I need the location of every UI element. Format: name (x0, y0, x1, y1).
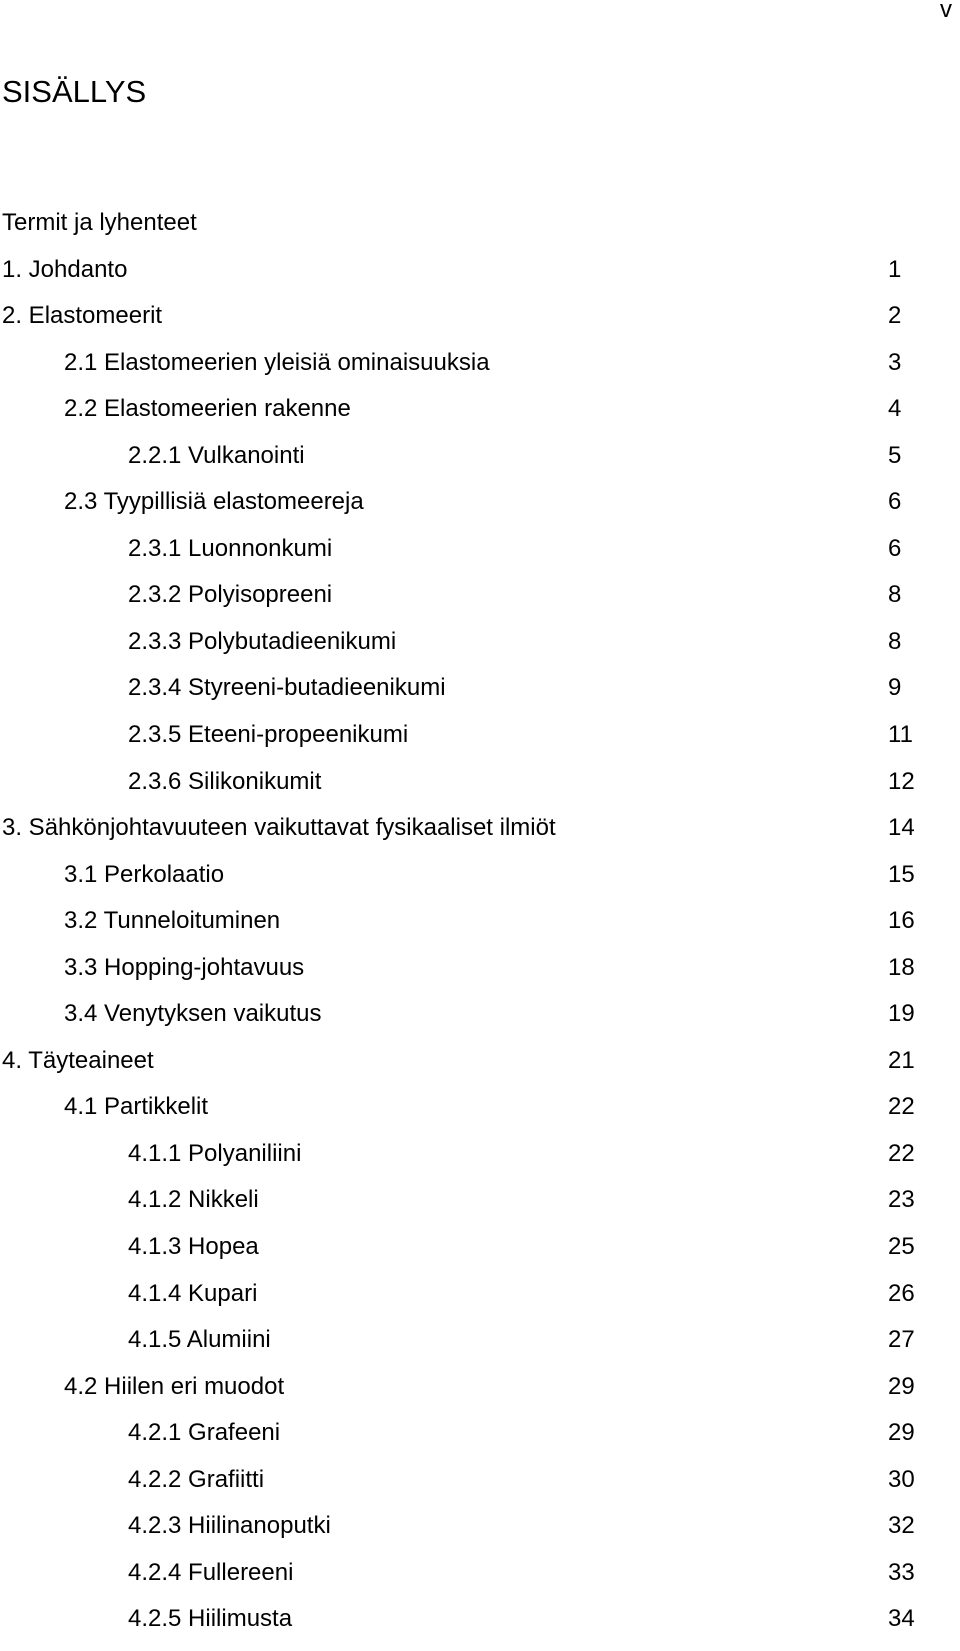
toc-entry-page-number: 21 (888, 1046, 915, 1074)
toc-entry[interactable] (2, 255, 926, 302)
toc-entry-title: 4.1.2 Nikkeli (128, 1186, 259, 1214)
toc-entry-page-number: 22 (888, 1139, 915, 1167)
toc-entry-title: 2.3.5 Eteeni-propeenikumi (128, 721, 409, 749)
toc-entry-title: 4.2.3 Hiilinanoputki (128, 1512, 331, 1540)
toc-entry-title: 3.1 Perkolaatio (64, 860, 225, 888)
toc-entry-title: 2.2.1 Vulkanointi (128, 441, 305, 469)
toc-entry-page-number: 34 (888, 1605, 915, 1633)
toc-entry[interactable] (2, 1372, 926, 1419)
toc-entry[interactable] (2, 1418, 926, 1465)
toc-entry-title: 2.3.4 Styreeni-butadieenikumi (128, 674, 446, 702)
toc-entry-title: 1. Johdanto (2, 255, 128, 283)
toc-entry-page-number: 14 (888, 814, 915, 842)
toc-entry-title: 2.1 Elastomeerien yleisiä ominaisuuksia (64, 348, 490, 376)
toc-entry-page-number: 12 (888, 767, 915, 795)
toc-entry[interactable] (2, 767, 926, 814)
toc-entry-page-number: 33 (888, 1558, 915, 1586)
toc-entry[interactable] (2, 953, 926, 1000)
toc-entry-page-number: 19 (888, 1000, 915, 1028)
toc-entry-page-number: 32 (888, 1512, 915, 1540)
toc-entry-title: 3. Sähkönjohtavuuteen vaikuttavat fysikaaliset ilmiöt (2, 814, 556, 842)
toc-entry-page-number: 25 (888, 1233, 915, 1261)
toc-entry[interactable] (2, 208, 926, 255)
toc-entry-title: 2.3.2 Polyisopreeni (128, 581, 333, 609)
toc-entry-title: 4.2 Hiilen eri muodot (64, 1372, 285, 1400)
toc-entry[interactable] (2, 1046, 926, 1093)
page-title: SISÄLLYS (2, 74, 147, 109)
toc-entry-page-number: 23 (888, 1186, 915, 1214)
toc-entry[interactable] (2, 720, 926, 767)
toc-entry[interactable] (2, 1185, 926, 1232)
toc-entry[interactable] (2, 394, 926, 441)
toc-entry-title: 2.3.3 Polybutadieenikumi (128, 627, 397, 655)
toc-entry-title: 3.3 Hopping-johtavuus (64, 953, 305, 981)
toc-entry-page-number: 6 (888, 488, 902, 516)
toc-entry[interactable] (2, 534, 926, 581)
toc-entry-title: 4.2.1 Grafeeni (128, 1419, 281, 1447)
toc-entry[interactable] (2, 1092, 926, 1139)
toc-entry-page-number: 8 (888, 581, 902, 609)
toc-entry-title: 4. Täyteaineet (2, 1046, 154, 1074)
toc-entry-title: 4.2.5 Hiilimusta (128, 1605, 293, 1633)
toc-entry[interactable] (2, 1604, 926, 1651)
toc-entry-title: 4.1 Partikkelit (64, 1093, 209, 1121)
toc-entry-page-number: 27 (888, 1326, 915, 1354)
toc-entry[interactable] (2, 860, 926, 907)
table-of-contents (2, 208, 926, 1651)
toc-entry[interactable] (2, 1511, 926, 1558)
toc-entry-page-number: 15 (888, 860, 915, 888)
toc-entry-page-number: 11 (888, 721, 913, 749)
toc-entry[interactable] (2, 580, 926, 627)
toc-entry-title: 2.2 Elastomeerien rakenne (64, 395, 351, 423)
toc-entry-title: 4.1.3 Hopea (128, 1233, 259, 1261)
toc-entry-page-number: 2 (888, 302, 902, 330)
toc-entry[interactable] (2, 1232, 926, 1279)
toc-entry[interactable] (2, 1465, 926, 1512)
toc-entry[interactable] (2, 348, 926, 395)
toc-entry-page-number: 29 (888, 1419, 915, 1447)
toc-entry-page-number: 16 (888, 907, 915, 935)
toc-entry[interactable] (2, 441, 926, 488)
toc-entry-title: 4.1.1 Polyaniliini (128, 1139, 302, 1167)
toc-entry[interactable] (2, 999, 926, 1046)
toc-entry[interactable] (2, 1279, 926, 1326)
toc-entry[interactable] (2, 1325, 926, 1372)
toc-entry-page-number: 26 (888, 1279, 915, 1307)
toc-entry-title: 2.3.6 Silikonikumit (128, 767, 322, 795)
toc-entry-title: 2.3 Tyypillisiä elastomeereja (64, 488, 364, 516)
toc-entry[interactable] (2, 906, 926, 953)
toc-entry-title: 4.2.2 Grafiitti (128, 1465, 265, 1493)
toc-entry-title: 2.3.1 Luonnonkumi (128, 534, 333, 562)
toc-entry[interactable] (2, 813, 926, 860)
toc-entry-title: 4.2.4 Fullereeni (128, 1558, 294, 1586)
toc-entry[interactable] (2, 673, 926, 720)
toc-entry-page-number: 1 (888, 255, 902, 283)
toc-entry-page-number: 5 (888, 441, 902, 469)
toc-entry[interactable] (2, 487, 926, 534)
toc-entry-title: 3.2 Tunneloituminen (64, 907, 281, 935)
toc-entry-page-number: 8 (888, 627, 902, 655)
toc-entry[interactable] (2, 301, 926, 348)
toc-entry[interactable] (2, 627, 926, 674)
toc-entry-page-number: 6 (888, 534, 902, 562)
toc-entry-title: 4.1.4 Kupari (128, 1279, 258, 1307)
toc-entry-page-number: 30 (888, 1465, 915, 1493)
toc-entry[interactable] (2, 1139, 926, 1186)
toc-entry-page-number: 29 (888, 1372, 915, 1400)
toc-entry-title: 3.4 Venytyksen vaikutus (64, 1000, 322, 1028)
toc-entry-page-number: 18 (888, 953, 915, 981)
toc-entry-title: 4.1.5 Alumiini (128, 1326, 271, 1354)
toc-entry-page-number: 4 (888, 395, 902, 423)
toc-entry[interactable] (2, 1558, 926, 1605)
toc-entry-title: 2. Elastomeerit (2, 302, 163, 330)
toc-entry-page-number: 3 (888, 348, 902, 376)
toc-entry-page-number: 9 (888, 674, 902, 702)
toc-entry-page-number: 22 (888, 1093, 915, 1121)
page-number: v (940, 0, 952, 23)
toc-entry-title: Termit ja lyhenteet (2, 209, 197, 236)
